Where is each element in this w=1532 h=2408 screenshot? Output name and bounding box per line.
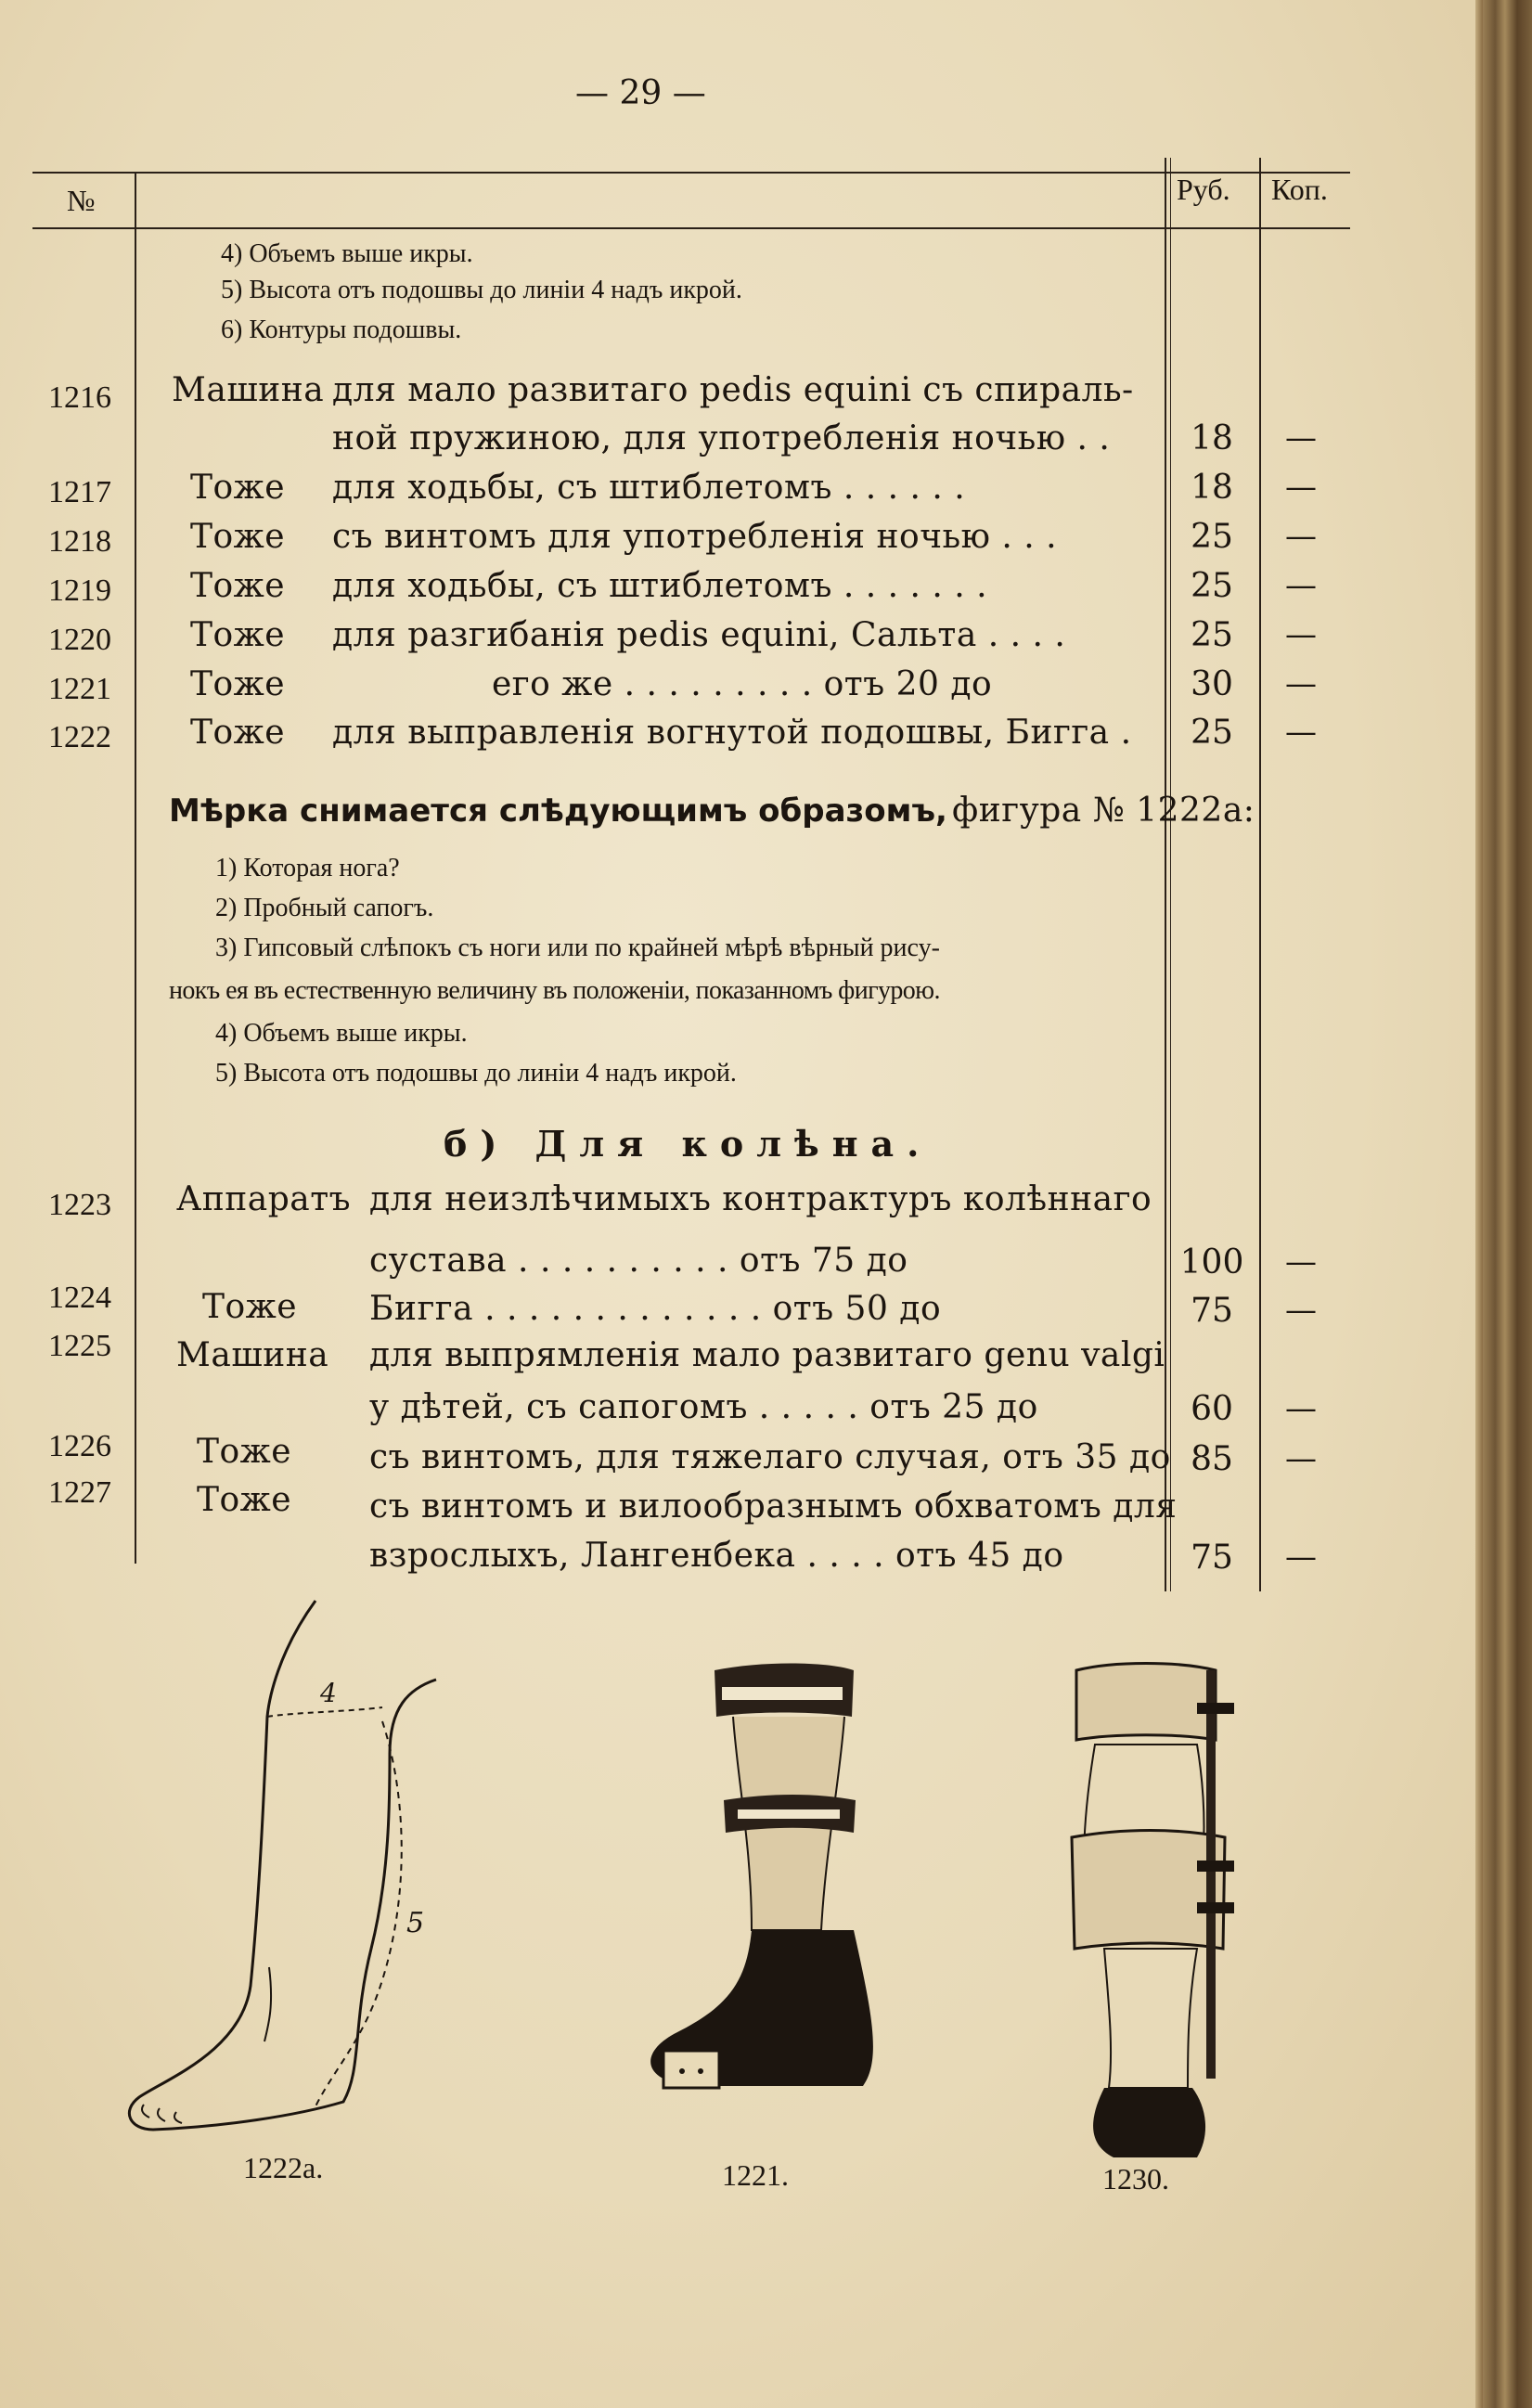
price-rub: 18 <box>1191 419 1233 457</box>
item-description: для ходьбы, съ штиблетомъ . . . . . . <box>332 469 966 507</box>
price-kop: — <box>1285 616 1317 653</box>
item-description: для ходьбы, съ штиблетомъ . . . . . . . <box>332 567 988 605</box>
price-kop: — <box>1285 419 1317 457</box>
price-rub: 85 <box>1191 1440 1233 1478</box>
price-kop: — <box>1285 665 1317 702</box>
price-kop: — <box>1285 1390 1317 1427</box>
item-description: для неизлѣчимыхъ контрактуръ колѣннаго <box>369 1180 1152 1218</box>
item-description: сустава . . . . . . . . . . отъ 75 до <box>369 1242 908 1280</box>
measure-heading <box>169 792 1255 830</box>
item-number: 1220 <box>48 623 111 657</box>
item-number: 1222 <box>48 720 111 754</box>
kop-column-rule <box>1259 158 1261 1591</box>
item-number: 1223 <box>48 1188 111 1222</box>
price-kop: — <box>1285 567 1317 604</box>
item-name: Тоже <box>197 1481 292 1519</box>
section-title: б) Для колѣна. <box>444 1123 933 1165</box>
measure-list-item: 2) Пробный сапогъ. <box>215 894 434 922</box>
measure-heading-rest: фигура № 1222а: <box>952 792 1255 830</box>
item-number: 1219 <box>48 573 111 608</box>
top-list-item: 6) Контуры подошвы. <box>221 315 462 344</box>
price-kop: — <box>1285 518 1317 555</box>
price-rub: 18 <box>1191 469 1233 507</box>
page-number: — 29 — <box>575 74 706 112</box>
header-rub: Руб. <box>1177 173 1230 206</box>
item-number: 1218 <box>48 524 111 559</box>
item-name: Тоже <box>190 616 286 654</box>
price-rub: 25 <box>1191 616 1233 654</box>
price-rub: 25 <box>1191 714 1233 752</box>
item-name: Тоже <box>202 1288 298 1326</box>
item-number: 1225 <box>48 1329 111 1363</box>
figure-caption: 1230. <box>1102 2162 1169 2196</box>
figure-caption: 1222а. <box>243 2151 324 2184</box>
item-description: его же . . . . . . . . . отъ 20 до <box>492 665 993 703</box>
item-description: для выправленія вогнутой подошвы, Бигга . <box>332 714 1132 752</box>
leg-mark-4: 4 <box>320 1678 337 1708</box>
item-description: взрослыхъ, Лангенбека . . . . отъ 45 до <box>369 1537 1064 1575</box>
item-name: Машина <box>176 1336 329 1374</box>
top-list-item: 5) Высота отъ подошвы до линіи 4 надъ икрой. <box>221 276 742 304</box>
price-rub: 75 <box>1191 1292 1233 1330</box>
header-num: № <box>67 184 96 217</box>
figure-caption: 1221. <box>722 2158 789 2192</box>
leg-mark-5: 5 <box>406 1907 425 1939</box>
item-number: 1216 <box>48 380 111 415</box>
item-name: Тоже <box>190 567 286 605</box>
knee-brace-drawing-icon <box>1058 1652 1243 2171</box>
item-number: 1224 <box>48 1281 111 1315</box>
measure-list-item: 3) Гипсовый слѣпокъ съ ноги или по крайней мѣрѣ вѣрный рису- <box>215 934 940 962</box>
item-name: Машина <box>172 371 325 409</box>
boot-brace-drawing-icon <box>612 1661 909 2097</box>
price-rub: 30 <box>1191 665 1233 703</box>
item-number: 1226 <box>48 1429 111 1463</box>
item-name: Аппаратъ <box>176 1180 352 1218</box>
measure-heading-bold: Мѣрка снимается слѣдующимъ образомъ, <box>169 792 947 830</box>
item-number: 1217 <box>48 475 111 509</box>
price-kop: — <box>1285 1539 1317 1576</box>
item-description: у дѣтей, съ сапогомъ . . . . . отъ 25 до <box>369 1388 1038 1426</box>
price-kop: — <box>1285 1440 1317 1477</box>
price-rub: 25 <box>1191 567 1233 605</box>
header-bottom-rule <box>32 227 1350 229</box>
price-kop: — <box>1285 1243 1317 1281</box>
book-spine <box>1483 0 1532 2408</box>
item-description: для разгибанія pedis equini, Сальта . . . . <box>332 616 1066 654</box>
item-description: Бигга . . . . . . . . . . . . . отъ 50 до <box>369 1290 942 1328</box>
measure-list-item: 1) Которая нога? <box>215 854 400 882</box>
price-rub: 100 <box>1179 1243 1244 1281</box>
table-top-rule <box>32 172 1350 174</box>
item-description: съ винтомъ, для тяжелаго случая, отъ 35 до <box>369 1438 1171 1476</box>
item-description: ной пружиною, для употребленія ночью . . <box>332 419 1111 457</box>
rub-column-rule <box>1165 158 1166 1591</box>
measure-list-item: нокъ ея въ естественную величину въ положеніи, показанномъ фигурою. <box>169 976 940 1005</box>
top-list-item: 4) Объемъ выше икры. <box>221 239 473 268</box>
item-name: Тоже <box>190 518 286 556</box>
num-column-rule <box>135 172 136 1564</box>
item-description: съ винтомъ и вилообразнымъ обхватомъ для <box>369 1487 1178 1526</box>
price-rub: 75 <box>1191 1539 1233 1577</box>
leg-outline-drawing-icon <box>111 1596 445 2134</box>
item-description: для мало развитаго pedis equini съ спираль- <box>332 371 1134 409</box>
item-number: 1227 <box>48 1475 111 1510</box>
item-description: съ винтомъ для употребленія ночью . . . <box>332 518 1058 556</box>
page-edge <box>1475 0 1483 2408</box>
header-kop: Коп. <box>1271 173 1328 206</box>
item-number: 1221 <box>48 672 111 706</box>
item-description: для выпрямленія мало развитаго genu valgi <box>369 1336 1165 1374</box>
item-name: Тоже <box>190 714 286 752</box>
rub-column-rule-inner <box>1170 158 1171 1591</box>
price-kop: — <box>1285 469 1317 506</box>
measure-list-item: 4) Объемъ выше икры. <box>215 1019 468 1048</box>
price-rub: 60 <box>1191 1390 1233 1428</box>
price-kop: — <box>1285 1292 1317 1329</box>
price-rub: 25 <box>1191 518 1233 556</box>
price-kop: — <box>1285 714 1317 751</box>
item-name: Тоже <box>190 469 286 507</box>
item-name: Тоже <box>197 1433 292 1471</box>
item-name: Тоже <box>190 665 286 703</box>
measure-list-item: 5) Высота отъ подошвы до линіи 4 надъ икрой. <box>215 1059 737 1088</box>
